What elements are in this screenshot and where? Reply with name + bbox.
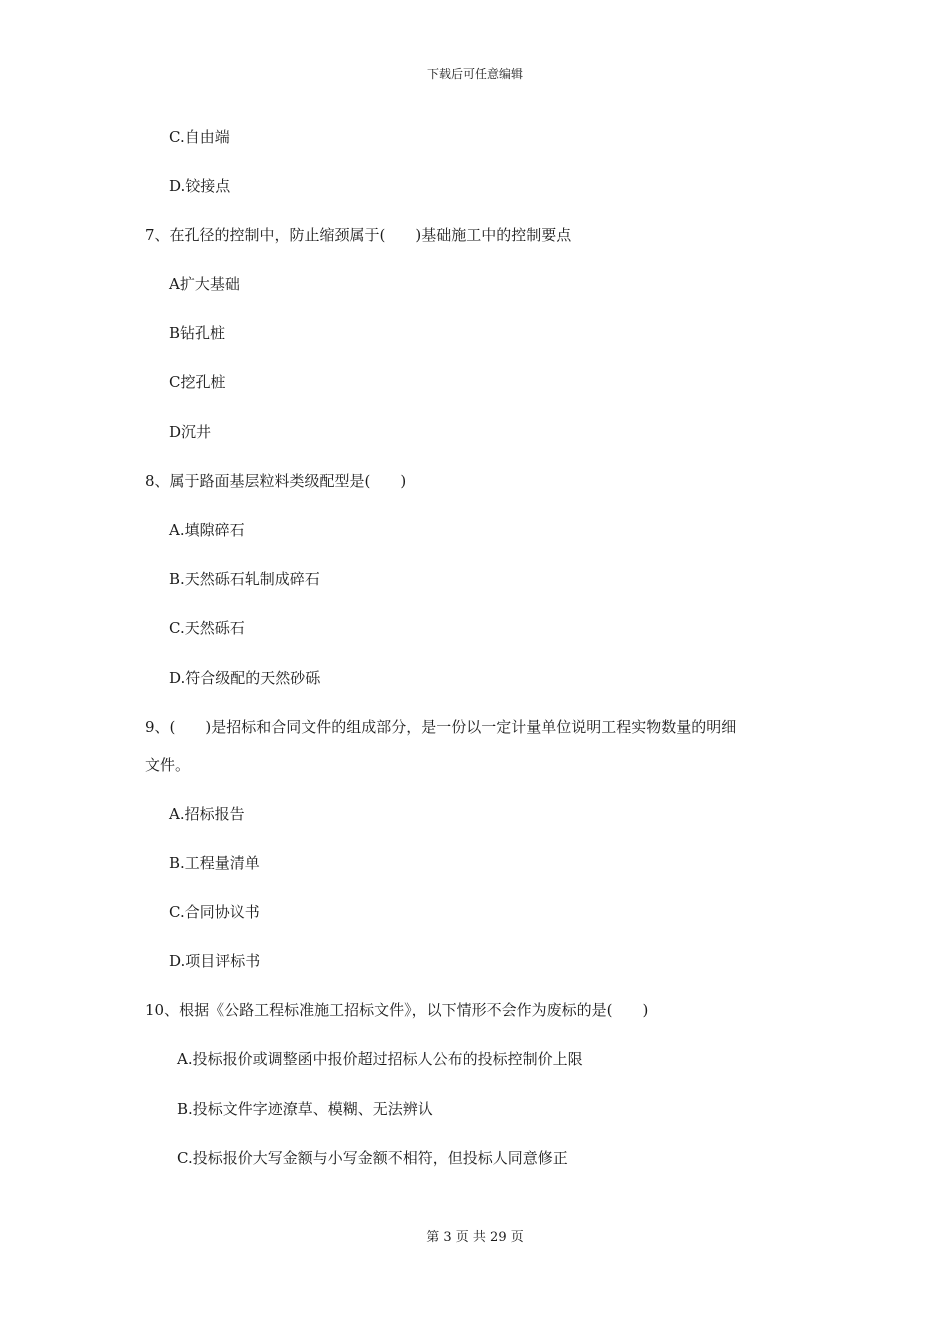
q7-option-c: C挖孔桩 bbox=[169, 373, 226, 391]
q9-option-d: D.项目评标书 bbox=[169, 952, 261, 970]
q8-option-a: A.填隙碎石 bbox=[169, 521, 245, 539]
q9-option-a: A.招标报告 bbox=[169, 805, 245, 823]
page-header: 下载后可任意编辑 bbox=[426, 67, 523, 81]
question-9-stem-line2: 文件。 bbox=[145, 756, 191, 774]
q8-option-b: B.天然砾石轧制成碎石 bbox=[169, 570, 320, 588]
q8-option-c: C.天然砾石 bbox=[169, 619, 245, 637]
q9-option-c: C.合同协议书 bbox=[169, 903, 260, 921]
question-9-stem-line1: 9、( )是招标和合同文件的组成部分，是一份以一定计量单位说明工程实物数量的明细 bbox=[145, 718, 737, 736]
q10-option-a: A.投标报价或调整函中报价超过招标人公布的投标控制价上限 bbox=[177, 1050, 583, 1068]
q10-option-b: B.投标文件字迹潦草、模糊、无法辨认 bbox=[177, 1100, 433, 1118]
question-7-stem: 7、在孔径的控制中，防止缩颈属于( )基础施工中的控制要点 bbox=[145, 226, 572, 244]
q7-option-b: B钻孔桩 bbox=[169, 324, 226, 342]
question-8-stem: 8、属于路面基层粒料类级配型是( ) bbox=[145, 472, 407, 490]
q6-option-d: D.铰接点 bbox=[169, 177, 231, 195]
page-footer: 第 3 页 共 29 页 bbox=[426, 1230, 524, 1245]
q6-option-c: C.自由端 bbox=[169, 128, 230, 146]
q9-option-b: B.工程量清单 bbox=[169, 854, 260, 872]
question-10-stem: 10、根据《公路工程标准施工招标文件》，以下情形不会作为废标的是( ) bbox=[145, 1001, 649, 1019]
q8-option-d: D.符合级配的天然砂砾 bbox=[169, 669, 321, 687]
q7-option-a: A扩大基础 bbox=[169, 275, 240, 293]
q7-option-d: D沉井 bbox=[169, 423, 212, 441]
q10-option-c: C.投标报价大写金额与小写金额不相符，但投标人同意修正 bbox=[177, 1149, 568, 1167]
